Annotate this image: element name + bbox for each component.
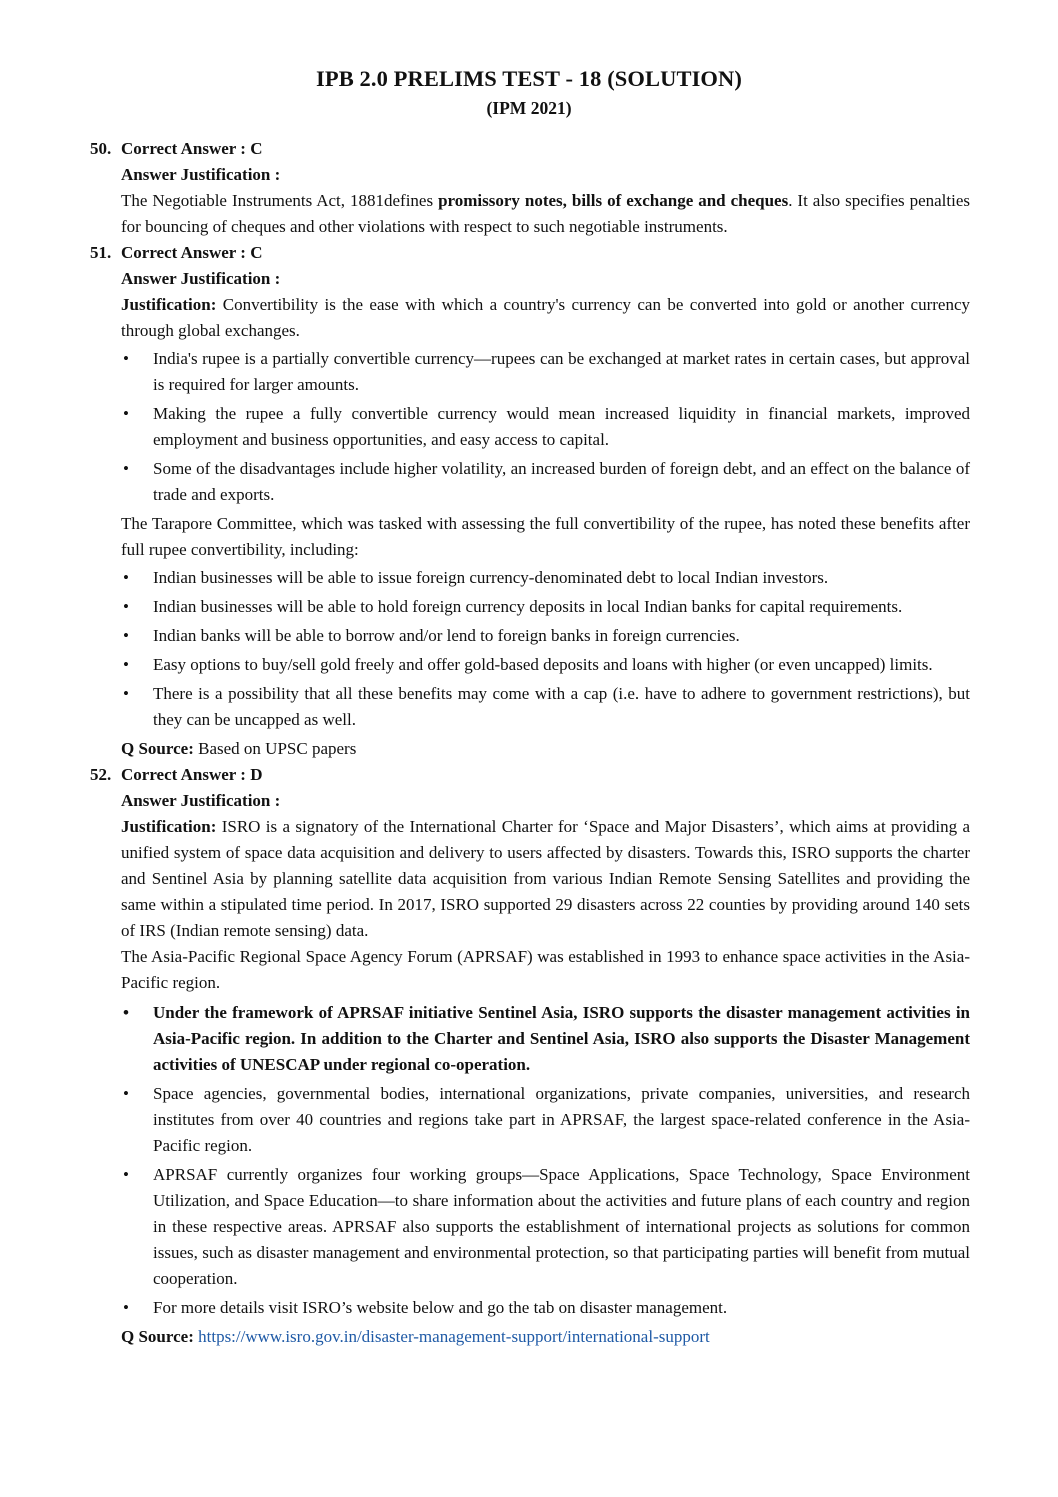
bold-text-run: promissory notes, bills of exchange and cheques <box>438 191 789 210</box>
justification-heading: Answer Justification : <box>121 269 281 288</box>
bullet-list <box>121 1000 970 1321</box>
text-run: ISRO is a signatory of the International Charter for ‘Space and Major Disasters’, which aims at providing a unified system of space data acquisition and delivery to users affected by disasters. Towards this, ISRO supports the charter and Sentinel Asia by planning satellite data acquisition from various Indian Remote Sensing Satellites and providing the same within a stipulated time period. In 2017, ISRO supported 29 disasters across 22 counties by providing around 140 sets of IRS (Indian remote sensing) data. <box>121 817 970 940</box>
bullet-list <box>121 565 970 733</box>
justification-paragraph <box>121 814 970 944</box>
justification-heading: Answer Justification : <box>121 791 281 810</box>
justification-label: Justification: <box>121 295 217 314</box>
list-item: • There is a possibility that all these benefits may come with a cap (i.e. have to adhere to government restrictions), but they can be uncapped as well. <box>121 681 970 733</box>
text-run: . It also specifies penalties for bouncing of cheques and other violations with respect to such negotiable instruments. <box>121 191 970 236</box>
list-item: • APRSAF currently organizes four working groups—Space Applications, Space Technology, Space Environment Utilization, and Space Education—to share information about the activities and future plans of each country and region in these respective areas. APRSAF also supports the establishment of international projects as solutions for common issues, such as disaster management and environmental protection, so that participating parties will benefit from mutual cooperation. <box>121 1162 970 1292</box>
aprsaf-paragraph: The Asia-Pacific Regional Space Agency Forum (APRSAF) was established in 1993 to enhance space activities in the Asia-Pacific region. <box>121 947 970 992</box>
list-item: • Indian businesses will be able to hold foreign currency deposits in local Indian banks for capital requirements. <box>121 594 970 620</box>
list-item: • Some of the disadvantages include higher volatility, an increased burden of foreign debt, and an effect on the balance of trade and exports. <box>121 456 970 508</box>
bullet-list <box>121 346 970 508</box>
question-number: 52. <box>90 765 112 784</box>
list-item: • Indian businesses will be able to issue foreign currency-denominated debt to local Indian investors. <box>121 565 970 591</box>
text-run: Convertibility is the ease with which a country's currency can be converted into gold or another currency through global exchanges. <box>121 295 970 340</box>
page-title: IPB 2.0 PRELIMS TEST - 18 (SOLUTION) <box>316 66 742 91</box>
list-item: • Under the framework of APRSAF initiative Sentinel Asia, ISRO supports the disaster management activities in Asia-Pacific region. In addition to the Charter and Sentinel Asia, ISRO also supports the Disaster Management activities of UNESCAP under regional co-operation. <box>121 1000 970 1078</box>
tarapore-paragraph: The Tarapore Committee, which was tasked with assessing the full convertibility of the rupee, has noted these benefits after full rupee convertibility, including: <box>121 514 970 559</box>
correct-answer: Correct Answer : C <box>121 243 263 262</box>
source-label: Q Source: <box>121 739 194 758</box>
question-51 <box>90 240 970 762</box>
source-link[interactable]: https://www.isro.gov.in/disaster-management-support/international-support <box>198 1327 710 1346</box>
justification-heading: Answer Justification : <box>121 165 281 184</box>
list-item: • Making the rupee a fully convertible currency would mean increased liquidity in financial markets, improved employment and business opportunities, and easy access to capital. <box>121 401 970 453</box>
question-number: 50. <box>90 139 112 158</box>
question-52 <box>90 762 970 1350</box>
question-50 <box>90 136 970 240</box>
list-item: • India's rupee is a partially convertible currency—rupees can be exchanged at market rates in certain cases, but approval is required for larger amounts. <box>121 346 970 398</box>
text-run: The Negotiable Instruments Act, 1881defines <box>121 191 439 210</box>
question-number: 51. <box>90 243 112 262</box>
list-item: • Indian banks will be able to borrow and/or lend to foreign banks in foreign currencies. <box>121 623 970 649</box>
question-source <box>121 736 970 762</box>
question-source <box>121 1324 970 1350</box>
page-subtitle: (IPM 2021) <box>486 98 572 118</box>
justification-paragraph <box>121 292 970 344</box>
source-label: Q Source: <box>121 1327 194 1346</box>
source-text: Based on UPSC papers <box>193 739 357 758</box>
justification-paragraph <box>121 188 970 240</box>
list-item: • Space agencies, governmental bodies, international organizations, private companies, universities, and research institutes from over 40 countries and regions take part in APRSAF, the largest space-related conference in the Asia-Pacific region. <box>121 1081 970 1159</box>
correct-answer: Correct Answer : C <box>121 139 263 158</box>
solutions-content <box>90 136 970 1350</box>
justification-label: Justification: <box>121 817 217 836</box>
list-item: • For more details visit ISRO’s website below and go the tab on disaster management. <box>121 1295 970 1321</box>
list-item: • Easy options to buy/sell gold freely and offer gold-based deposits and loans with higher (or even uncapped) limits. <box>121 652 970 678</box>
correct-answer: Correct Answer : D <box>121 765 263 784</box>
